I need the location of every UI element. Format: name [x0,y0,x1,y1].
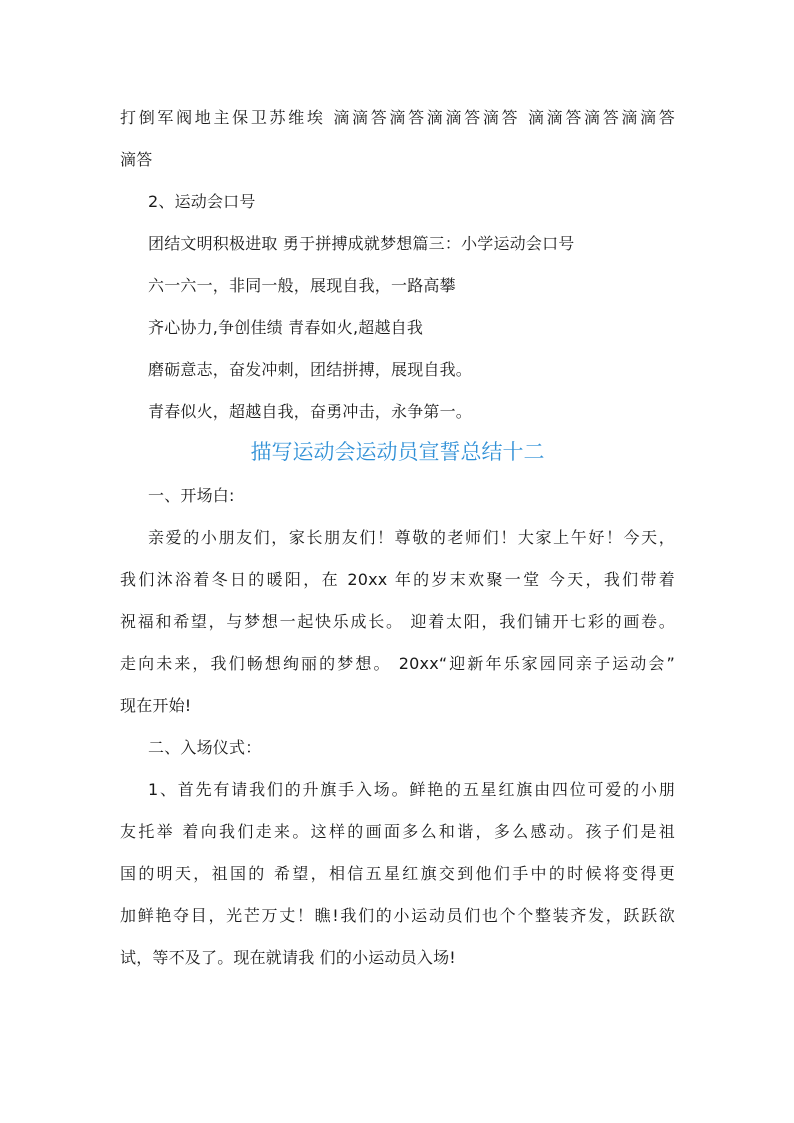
slogan-line: 齐心协力,争创佳绩 青春如火,超越自我 [148,318,424,337]
paragraph-line: 祝福和希望，与梦想一起快乐成长。 迎着太阳，我们铺开七彩的画卷。 [120,612,675,631]
paragraph-line: 走向未来，我们畅想绚丽的梦想。 20xx“迎新年乐家园同亲子运动会” [120,654,675,673]
part-heading: 二、入场仪式： [148,738,262,757]
paragraph-line: 打倒军阀地主保卫苏维埃 滴滴答滴答滴滴答滴答 滴滴答滴答滴滴答 [120,108,675,127]
slogan-line: 六一六一，非同一般，展现自我，一路高攀 [148,276,456,295]
paragraph-line: 加鲜艳夺目，光芒万丈！瞧!我们的小运动员们也个个整装齐发，跃跃欲 [120,906,675,925]
section-title: 描写运动会运动员宣誓总结十二 [250,440,545,464]
paragraph-line: 试，等不及了。现在就请我 们的小运动员入场! [120,948,456,967]
slogan-line: 团结文明积极进取 勇于拼搏成就梦想篇三：小学运动会口号 [148,234,575,253]
paragraph-line: 1、首先有请我们的升旗手入场。鲜艳的五星红旗由四位可爱的小朋 [148,780,675,799]
subheading: 2、运动会口号 [148,192,256,211]
slogan-line: 磨砺意志，奋发冲刺，团结拼搏，展现自我。 [148,360,473,379]
paragraph-line: 滴答 [120,150,153,169]
paragraph-line: 我们沐浴着冬日的暖阳，在 20xx 年的岁末欢聚一堂 今天，我们带着 [120,570,675,589]
paragraph-line: 友托举 着向我们走来。这样的画面多么和谐，多么感动。孩子们是祖 [120,822,675,841]
paragraph-line: 现在开始! [120,696,192,715]
paragraph-line: 国的明天，祖国的 希望，相信五星红旗交到他们手中的时候将变得更 [120,864,675,883]
paragraph-line: 亲爱的小朋友们，家长朋友们！尊敬的老师们！大家上午好！今天， [148,528,675,547]
part-heading: 一、开场白: [148,486,235,505]
slogan-line: 青春似火，超越自我，奋勇冲击，永争第一。 [148,402,473,421]
